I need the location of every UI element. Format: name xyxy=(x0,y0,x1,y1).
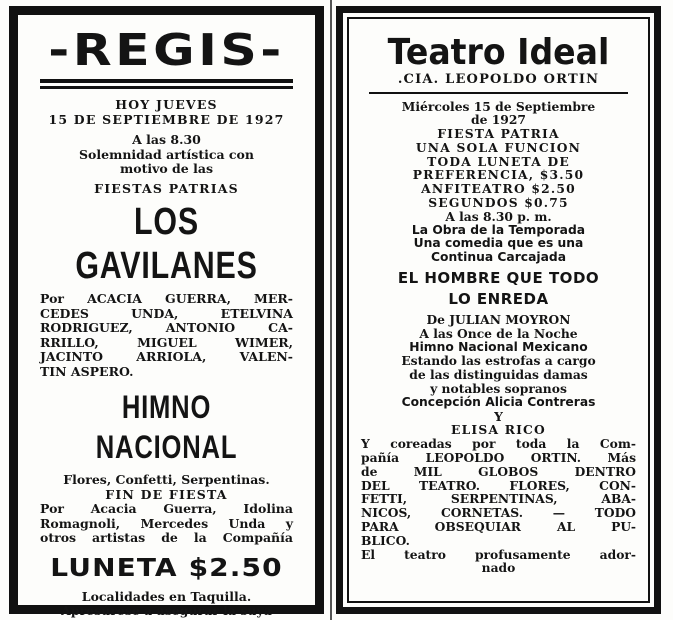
anthem-desc-1: Estando las estrofas a cargo xyxy=(401,353,596,369)
promo-line-3: Continua Carcajada xyxy=(431,250,566,265)
cast-line: CEDES UNDA, ETELVINA xyxy=(40,305,293,321)
body-text xyxy=(349,437,648,547)
prices-line-3: ANFITEATRO $2.50 xyxy=(421,181,576,197)
cast-line: TIN ASPERO. xyxy=(40,363,134,379)
tickets-line-2: Apresúrese a asegurar la suya xyxy=(61,603,272,618)
body-line: FETTI, SERPENTINAS, ABA- xyxy=(361,491,636,507)
promo-line-1: La Obra de la Temporada xyxy=(411,222,586,237)
body-line: NICOS, CORNETAS. — TODO xyxy=(361,505,636,521)
inner-border xyxy=(347,17,650,603)
cast-line: RODRIGUEZ, ANTONIO CA- xyxy=(40,320,293,335)
body-line: Y coreadas por toda la Com- xyxy=(361,436,636,452)
show-time: A las 8.30 p. m. xyxy=(445,208,552,224)
company-name: .CIA. LEOPOLDO ORTIN xyxy=(397,72,600,87)
ideal-title: Teatro Ideal xyxy=(387,32,610,73)
regis-title: -REGIS- xyxy=(48,25,285,76)
play-title-line-1: EL HOMBRE QUE TODO xyxy=(397,269,600,288)
finale-cast-line: Romagnoli, Mercedes Unda y xyxy=(40,515,293,531)
body-line: de MIL GLOBOS DENTRO xyxy=(361,463,636,479)
price-headline: LUNETA $2.50 xyxy=(50,552,283,582)
anthem-title: HIMNO NACIONAL xyxy=(95,389,238,465)
title-rule xyxy=(369,92,628,94)
cast-line: RRILLO, MIGUEL WIMER, xyxy=(40,334,293,350)
prices-line-1: TODA LUNETA DE xyxy=(427,153,570,169)
anthem-time: A las Once de la Noche xyxy=(419,325,578,341)
show-time: A las 8.30 xyxy=(132,132,201,147)
title-rule-thin xyxy=(40,86,293,89)
regis-advertisement xyxy=(9,6,324,618)
occasion-line-1: Solemnidad artística con xyxy=(79,146,254,162)
finale-cast xyxy=(18,502,315,546)
body-line: PARA OBSEQUIAR AL PU- xyxy=(361,519,636,535)
finale-cast-line: otros artistas de la Compañía xyxy=(40,530,293,545)
teatro-ideal-advertisement xyxy=(336,6,661,614)
prices-line-2: PREFERENCIA, $3.50 xyxy=(412,167,585,183)
play-title-line-2: LO ENREDA xyxy=(448,290,549,309)
promo-line-2: Una comedia que es una xyxy=(413,236,584,251)
body-line: BLICO. xyxy=(361,532,410,548)
anthem-title: Himno Nacional Mexicano xyxy=(409,339,588,354)
prices-line-4: SEGUNDOS $0.75 xyxy=(428,195,569,211)
conjunction: Y xyxy=(494,408,503,424)
cast-list xyxy=(18,292,315,379)
closing-line-1: El teatro profusamente ador- xyxy=(361,546,636,562)
date-line-1: Miércoles 15 de Septiembre xyxy=(401,98,596,114)
date-full: 15 DE SEPTIEMBRE DE 1927 xyxy=(48,111,285,127)
soprano-1: Concepción Alicia Contreras xyxy=(401,394,596,409)
play-title: LOS GAVILANES xyxy=(75,201,258,287)
finale-cast-line: Por Acacia Guerra, Idolina xyxy=(40,501,293,516)
column-divider xyxy=(330,0,332,620)
closing-line-2: nado xyxy=(481,560,516,576)
anthem-desc-2: de las distinguidas damas xyxy=(409,367,588,383)
single-show: UNA SOLA FUNCION xyxy=(415,139,582,155)
body-line: pañía LEOPOLDO ORTIN. Más xyxy=(361,450,636,466)
extras-line: Flores, Confetti, Serpentinas. xyxy=(63,472,270,487)
soprano-2: ELISA RICO xyxy=(451,422,546,438)
occasion-line-2: motivo de las xyxy=(120,161,213,176)
occasion-line-3: FIESTAS PATRIAS xyxy=(94,180,239,196)
cast-line: JACINTO ARRIOLA, VALEN- xyxy=(40,349,293,364)
tickets-line-1: Localidades en Taquilla. xyxy=(81,588,252,604)
anthem-desc-3: y notables sopranos xyxy=(430,381,567,397)
body-line: DEL TEATRO. FLORES, CON- xyxy=(361,477,636,493)
event-name: FIESTA PATRIA xyxy=(437,126,560,142)
title-rule-thick xyxy=(40,79,293,83)
author: De JULIAN MOYRON xyxy=(426,312,571,328)
cast-line: Por ACACIA GUERRA, MER- xyxy=(40,291,293,306)
finale-title: FIN DE FIESTA xyxy=(105,486,228,502)
date-day: HOY JUEVES xyxy=(115,97,218,112)
date-line-2: de 1927 xyxy=(471,112,526,128)
